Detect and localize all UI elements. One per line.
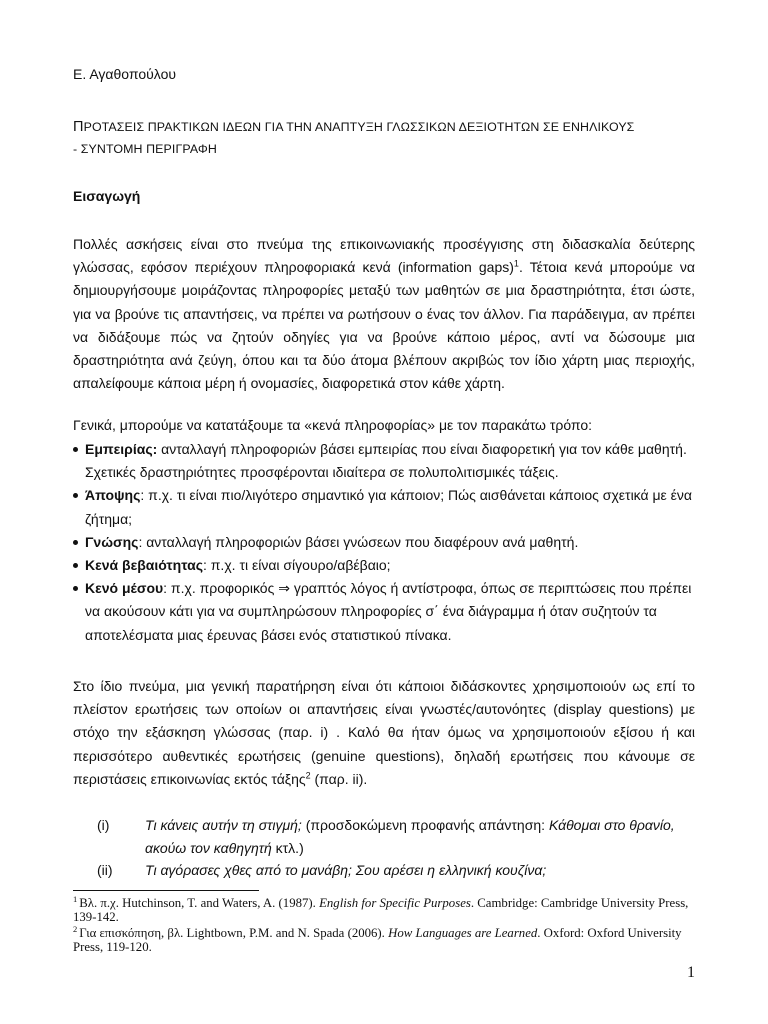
list-item-text: : π.χ. προφορικός ⇒ γραπτός λόγος ή αντίστροφα, όπως σε περιπτώσεις που πρέπει να ακούσουν κάτι για να συμπληρώσουν πληροφορίες σ΄ ένα διάγραμμα ή όταν συζητούν τα αποτελέσματα μιας έρευνας βάσει ενός στατιστικού πίνακα. xyxy=(85,580,692,643)
list-item xyxy=(73,577,695,647)
example-end: κτλ.) xyxy=(271,839,304,856)
title-line-1-rest: ΡΟΤΑΣΕΙΣ ΠΡΑΚΤΙΚΩΝ ΙΔΕΩΝ ΓΙΑ ΤΗΝ ΑΝΑΠΤΥΞΗ ΓΛΩΣΣΙΚΩΝ ΔΕΞΙΟΤΗΤΩΝ ΣΕ ΕΝΗΛΙΚΟΥΣ xyxy=(83,120,635,134)
example-item xyxy=(73,859,695,882)
list-item xyxy=(73,554,695,577)
footnote-title: English for Specific Purposes xyxy=(319,896,471,910)
example-note: (προσδοκώμενη προφανής απάντηση: xyxy=(301,817,549,833)
example-number: (ii) xyxy=(97,862,113,878)
list-item-text: : π.χ. τι είναι σίγουρο/αβέβαιο; xyxy=(202,557,391,574)
example-answer: Κάθομαι στο θρανίο, ακούω τον καθηγητή xyxy=(145,817,675,856)
footnote-text-end: . Oxford: Oxford University Press, 119-120. xyxy=(73,925,682,955)
list-item-text: ανταλλαγή πληροφοριών βάσει εμπειρίας που είναι διαφορετική για τον κάθε μαθητή. Σχετικές δραστηριότητες προσφέρονται ιδιαίτερα σε πολυπολιτισμικές τάξεις. xyxy=(85,441,687,481)
footnote-ref-2[interactable]: 2 xyxy=(305,770,311,781)
author-name: Ε. Αγαθοπούλου xyxy=(73,66,177,82)
examples-list xyxy=(73,814,695,882)
example-text xyxy=(145,814,695,859)
list-item xyxy=(73,531,695,554)
list-item-term: Εμπειρίας: xyxy=(85,441,158,457)
page-number: 1 xyxy=(687,964,695,981)
intro-paragraph xyxy=(73,233,695,395)
footnote xyxy=(73,923,695,955)
list-item-text: : π.χ. τι είναι πιο/λιγότερο σημαντικό για κάποιον; Πώς αισθάνεται κάποιος σχετικά με ένα ζήτημα; xyxy=(85,487,693,527)
list-item-text: : ανταλλαγή πληροφοριών βάσει γνώσεων που διαφέρουν ανά μαθητή. xyxy=(138,533,579,550)
list-item-term: Άποψης xyxy=(85,487,141,504)
footnote-marker: 2 xyxy=(73,923,78,934)
footnote-text-end: . Cambridge: Cambridge University Press, 139-142. xyxy=(73,896,689,925)
list-item xyxy=(73,438,695,484)
footnote-ref-1[interactable]: 1 xyxy=(513,258,519,269)
example-item xyxy=(73,814,695,859)
footnotes xyxy=(73,893,695,956)
list-item xyxy=(73,484,695,530)
section-heading: Εισαγωγή xyxy=(73,188,141,204)
footnote-marker: 1 xyxy=(73,893,78,904)
footnote xyxy=(73,893,695,925)
example-question: Τι κάνεις αυτήν τη στιγμή; xyxy=(145,817,302,833)
title-line-2: - ΣΥΝΤΟΜΗ ΠΕΡΙΓΡΑΦΗ xyxy=(73,142,217,156)
example-text xyxy=(145,859,695,882)
list-item-term: Γνώσης xyxy=(85,533,139,550)
questions-paragraph xyxy=(73,675,695,791)
title-initial: Π xyxy=(73,119,84,135)
classification-paragraph: Γενικά, μπορούμε να κατατάξουμε τα «κενά πληροφορίας» με τον παρακάτω τρόπο: xyxy=(73,417,593,433)
list-item-term: Κενό μέσου xyxy=(85,580,164,597)
questions-text-b: (παρ. ii). xyxy=(310,770,368,787)
footnote-text: Βλ. π.χ. Hutchinson, T. and Waters, A. (1987). xyxy=(79,896,320,910)
title-line-1 xyxy=(73,116,634,138)
intro-text-b: . Τέτοια κενά μπορούμε να δημιουργήσουμε μοιράζοντας πληροφορίες μεταξύ των μαθητών σε μια δραστηριότητα, έτσι ώστε, για να βρούνε τις απαντήσεις, να πρέπει να ρωτήσουν ο ένας τον άλλον. Για παράδειγμα, αν πρέπει να διδάξουμε πώς να ζητούν οδηγίες για να βρούνε κάποιο μέρος, αντί να δώσουμε μια δραστηριότητα ανά ζεύγη, όπου και τα δύο άτομα βλέπουν ακριβώς τον ίδιο χάρτη μιας περιοχής, απαλείφουμε κάποια μέρη ή ονομασίες, διαφορετικά στον κάθε χάρτη. xyxy=(73,259,696,392)
intro-text-a: Πολλές ασκήσεις είναι στο πνεύμα της επικοινωνιακής προσέγγισης στη διδασκαλία δεύτερης γλώσσας, εφόσον περιέχουν πληροφοριακά κενά (information gaps) xyxy=(73,236,695,276)
example-question: Τι αγόρασες χθες από το μανάβη; Σου αρέσει η ελληνική κουζίνα; xyxy=(145,862,547,878)
example-number: (i) xyxy=(97,817,110,833)
questions-text-a: Στο ίδιο πνεύμα, μια γενική παρατήρηση είναι ότι κάποιοι διδάσκοντες χρησιμοποιούν ως επί το πλείστον ερωτήσεις των οποίων οι απαντήσεις είναι γνωστές/αυτονόητες (display questions) με στόχο την εξάσκηση γλώσσας (παρ. i) . Καλό θα ήταν όμως να χρησιμοποιούν εξίσου ή και περισσότερο αυθεντικές ερωτήσεις (genuine questions), δηλαδή ερωτήσεις που κάνουμε σε περιστάσεις επικοινωνίας εκτός τάξης xyxy=(73,678,695,787)
document-title xyxy=(73,116,634,160)
footnote-title: How Languages are Learned xyxy=(388,925,538,940)
footnote-separator xyxy=(73,890,259,891)
footnote-text: Για επισκόπηση, βλ. Lightbown, P.M. and N. Spada (2006). xyxy=(79,925,389,940)
info-gap-list xyxy=(73,438,695,647)
list-item-term: Κενά βεβαιότητας xyxy=(85,557,203,574)
